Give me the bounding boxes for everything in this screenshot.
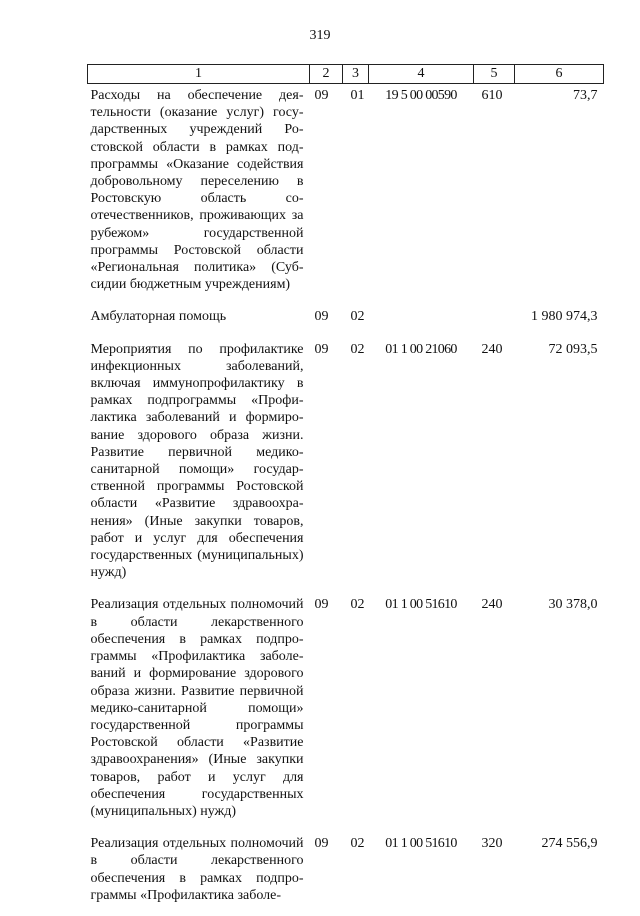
table-row <box>88 338 604 594</box>
header-col-2: 2 <box>310 65 343 84</box>
page-number: 319 <box>309 28 331 43</box>
row-subsection-code: 02 <box>350 597 365 613</box>
row-amount: 73,7 <box>573 88 598 103</box>
row-amount: 274 556,9 <box>541 836 598 852</box>
row-subsection-code: 02 <box>350 836 365 852</box>
table-row <box>88 305 604 337</box>
row-expense-type-code: 610 <box>481 88 503 103</box>
budget-table <box>87 64 604 916</box>
header-col-1: 1 <box>88 65 310 84</box>
row-description: Амбулаторная помощь <box>90 309 227 325</box>
row-section-code: 09 <box>314 88 329 103</box>
table-row <box>88 593 604 832</box>
table-header-row <box>88 65 604 84</box>
row-expense-type-code: 320 <box>481 836 503 852</box>
table-row <box>88 832 604 916</box>
row-section-code: 09 <box>314 309 329 325</box>
table-row <box>88 84 604 306</box>
row-description: Реализация отдельных полномочий в области лекарственного обеспечения в рамках подпрограммы «Профилактика заболеваний и формирование здорового образа жизни. Развитие первичной медико-санитарной помощи» государственной программы Ростовской области «Развитие здравоохранения» (Иные закупки товаров, работ и услуг для обеспечения государственных (муниципальных) нужд) <box>90 597 304 819</box>
row-amount: 1 980 974,3 <box>531 309 598 325</box>
row-expense-type-code: 240 <box>481 341 503 357</box>
row-section-code: 09 <box>314 836 329 852</box>
row-section-code: 09 <box>314 597 329 613</box>
row-target-article-code: 01 1 00 51610 <box>385 597 457 613</box>
row-expense-type-code <box>474 305 515 337</box>
row-target-article-code <box>369 305 474 337</box>
row-section-code: 09 <box>314 341 329 357</box>
row-description: Реализация отдельных полномочий в области лекарственного обеспечения в рамках подпрограммы «Профилактика заболе- <box>90 836 304 903</box>
header-col-4: 4 <box>369 65 474 84</box>
row-target-article-code: 01 1 00 51610 <box>385 836 457 852</box>
row-expense-type-code: 240 <box>481 597 503 613</box>
row-subsection-code: 02 <box>350 309 365 325</box>
row-amount: 30 378,0 <box>548 597 598 613</box>
row-target-article-code: 19 5 00 00590 <box>385 88 457 103</box>
header-col-6: 6 <box>515 65 604 84</box>
row-subsection-code: 02 <box>350 341 365 357</box>
header-col-3: 3 <box>343 65 369 84</box>
row-target-article-code: 01 1 00 21060 <box>385 341 457 357</box>
header-col-5: 5 <box>474 65 515 84</box>
row-description: Расходы на обеспечение деятельности (оказание услуг) государственных учреждений Ростовской области в рамках подпрограммы «Оказание содействия добровольному переселению в Ростовскую область соотечественников, проживающих за рубежом» государственной программы Ростовской области «Региональная политика» (Субсидии бюджетным учреждениям) <box>90 88 304 293</box>
row-description: Мероприятия по профилактике инфекционных заболеваний, включая иммунопрофилактику в рамках подпрограммы «Профилактика заболеваний и формирование здорового образа жизни. Развитие первичной медико-санитарной помощи» государственной программы Ростовской области «Развитие здравоохранения» (Иные закупки товаров, работ и услуг для обеспечения государственных (муниципальных) нужд) <box>90 341 304 581</box>
row-subsection-code: 01 <box>350 88 365 103</box>
row-amount: 72 093,5 <box>548 341 598 357</box>
